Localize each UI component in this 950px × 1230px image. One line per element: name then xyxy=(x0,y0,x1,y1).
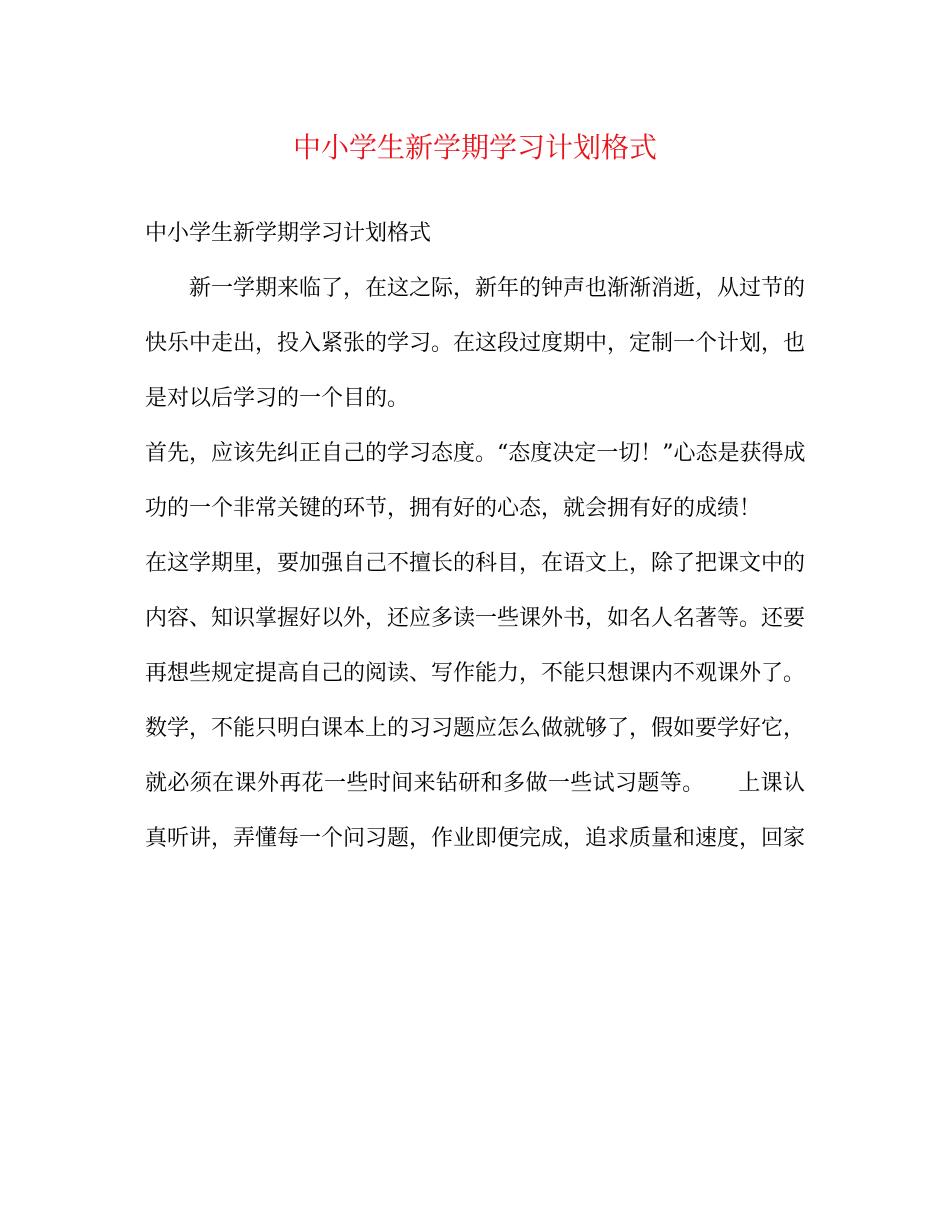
document-body xyxy=(145,206,805,866)
body-line: 快乐中走出，投入紧张的学习。在这段过度期中，定制一个计划，也 xyxy=(145,331,805,356)
body-line: 就必须在课外再花一些时间来钻研和多做一些试习题等。 上课认 xyxy=(145,771,805,796)
body-line: 再想些规定提高自己的阅读、写作能力，不能只想课内不观课外了。 xyxy=(145,661,805,686)
body-line: 是对以后学习的一个目的。 xyxy=(145,386,410,411)
body-line: 在这学期里，要加强自己不擅长的科目，在语文上，除了把课文中的 xyxy=(145,551,805,576)
body-line: 数学，不能只明白课本上的习习题应怎么做就够了，假如要学好它， xyxy=(145,716,805,741)
document-title: 中小学生新学期学习计划格式 xyxy=(292,131,657,164)
body-line: 首先，应该先纠正自己的学习态度。“态度决定一切！”心态是获得成 xyxy=(145,441,805,466)
body-line: 真听讲，弄懂每一个问习题，作业即便完成，追求质量和速度，回家 xyxy=(145,826,805,851)
body-line: 新一学期来临了，在这之际，新年的钟声也渐渐消逝，从过节的 xyxy=(189,276,805,301)
body-line: 内容、知识掌握好以外，还应多读一些课外书，如名人名著等。还要 xyxy=(145,606,805,631)
body-line-subtitle: 中小学生新学期学习计划格式 xyxy=(145,221,432,246)
body-line: 功的一个非常关键的环节，拥有好的心态，就会拥有好的成绩！ xyxy=(145,496,762,521)
